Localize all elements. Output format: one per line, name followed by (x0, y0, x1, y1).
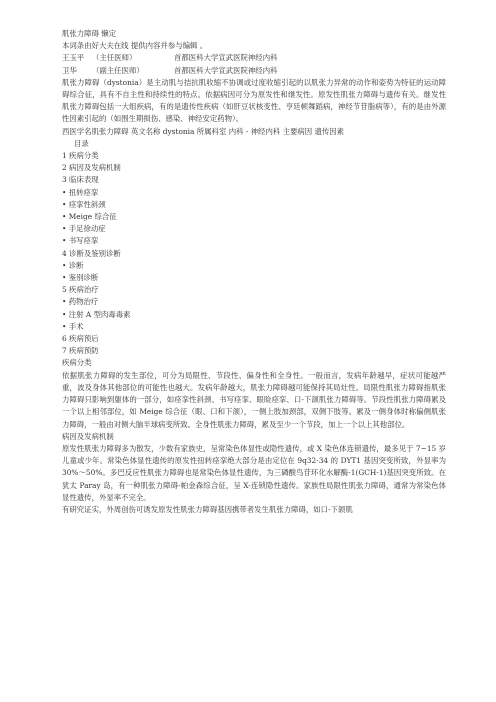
toc-subitem[interactable]: • 书写痉挛 (62, 236, 99, 246)
toc-subitem[interactable]: • Meige 综合征 (62, 212, 117, 222)
toc-heading: 目录 (74, 138, 89, 148)
toc-subitem[interactable]: • 注射 A 型肉毒毒素 (62, 309, 131, 319)
toc-subitem[interactable]: • 手术 (62, 321, 84, 331)
trailing-line: 有研究证实，外周创伤可诱发原发性肌张力障碍基因携带者发生肌张力障碍，如口-下颌肌 (62, 504, 353, 514)
section-title: 疾病分类 (62, 358, 92, 368)
toc-subitem[interactable]: • 手足徐动症 (62, 224, 106, 234)
toc-subitem[interactable]: • 药物治疗 (62, 297, 99, 307)
author-org: 首都医科大学宣武医院神经内科 (174, 65, 278, 75)
meta-line: 西医学名肌张力障碍 英文名称 dystonia 所属科室 内科 - 神经内科 主要病因 遗传因素 (62, 126, 345, 136)
author-org: 首都医科大学宣武医院神经内科 (174, 53, 278, 63)
toc-item[interactable]: 2 病因及发病机制 (62, 163, 121, 173)
section-body: 原发性肌张力障碍多为散发，少数有家族史，呈常染色体显性或隐性遗传，或 X 染色体连锁遗传，最多见于 7~15 岁儿童或少年。常染色体显性遗传的原发性扭转痉挛绝大部分是由定位在 9q32-34 的 DYT1 基因突变所致，外显率为 30%～50%。多巴反应性肌张力障碍也是常染色体显性遗传，为三磷酸鸟苷环化水解酶-1(GCH-1)基因突变所致。在犹太 Paray 岛，有一种肌张力障碍-帕金森综合征，呈 X-连锁隐性遗传。家族性局限性肌张力障碍，通常为常染色体显性遗传，外显率不完全。 (62, 443, 446, 502)
author-title: （副主任医师） (92, 65, 144, 75)
toc-item[interactable]: 3 临床表现 (62, 175, 99, 185)
section-title: 病因及发病机制 (62, 431, 114, 441)
author-name: 卫华 (62, 65, 77, 75)
toc-subitem[interactable]: • 扭转痉挛 (62, 187, 99, 197)
toc-subitem[interactable]: • 痉挛性斜颈 (62, 199, 106, 209)
toc-item[interactable]: 7 疾病预防 (62, 346, 99, 356)
toc-item[interactable]: 4 诊断及鉴别诊断 (62, 248, 121, 258)
toc-subitem[interactable]: • 诊断 (62, 260, 84, 270)
author-name: 王玉平 (62, 53, 85, 63)
section-body: 依据肌张力障碍的发生部位，可分为局限性、节段性、偏身性和全身性。一般而言，发病年龄越早，症状可能越严重，波及身体其他部位的可能性也越大。发病年龄越大，肌张力障碍越可能保持其局灶性。局限性肌张力障碍指肌张力障碍只影响到躯体的一部分，如痉挛性斜颈、书写痉挛、眼睑痉挛、口-下颌肌张力障碍等。节段性肌张力障碍累及一个以上相邻部位，如 Meige 综合征（眼、口和下颌），一侧上肢加颈部，双侧下肢等。累及一侧身体时称偏侧肌张力障碍，一般由对侧大脑半球病变所致。全身性肌张力障碍，累及至少一个节段，加上一个以上其他部位。 (62, 370, 446, 429)
author-row (62, 65, 446, 77)
author-row (62, 52, 446, 64)
doc-title: 肌张力障碍 懒定 (62, 29, 117, 38)
table-of-contents (62, 150, 446, 357)
toc-item[interactable]: 6 疾病预后 (62, 334, 99, 344)
source-note: 本词条由好大夫在线 提供内容并参与编辑 。 (62, 41, 208, 51)
toc-subitem[interactable]: • 鉴别诊断 (62, 273, 99, 283)
author-title: （主任医师） (92, 53, 137, 63)
toc-item[interactable]: 1 疾病分类 (62, 151, 99, 161)
toc-item[interactable]: 5 疾病治疗 (62, 285, 99, 295)
intro-paragraph: 肌张力障碍（dystonia）是主动肌与拮抗肌收缩不协调或过度收缩引起的以肌张力异常的动作和姿势为特征的运动障碍综合征，具有不自主性和持续性的特点。依据病因可分为原发性和继发性。原发性肌张力障碍与遗传有关。继发性肌张力障碍包括一大组疾病，有的是遗传性疾病（如肝豆状核变性、亨廷顿舞蹈病，神经节苷脂病等），有的是由外源性因素引起的（如围生期损伤、感染、神经安定药物）。 (62, 77, 446, 124)
